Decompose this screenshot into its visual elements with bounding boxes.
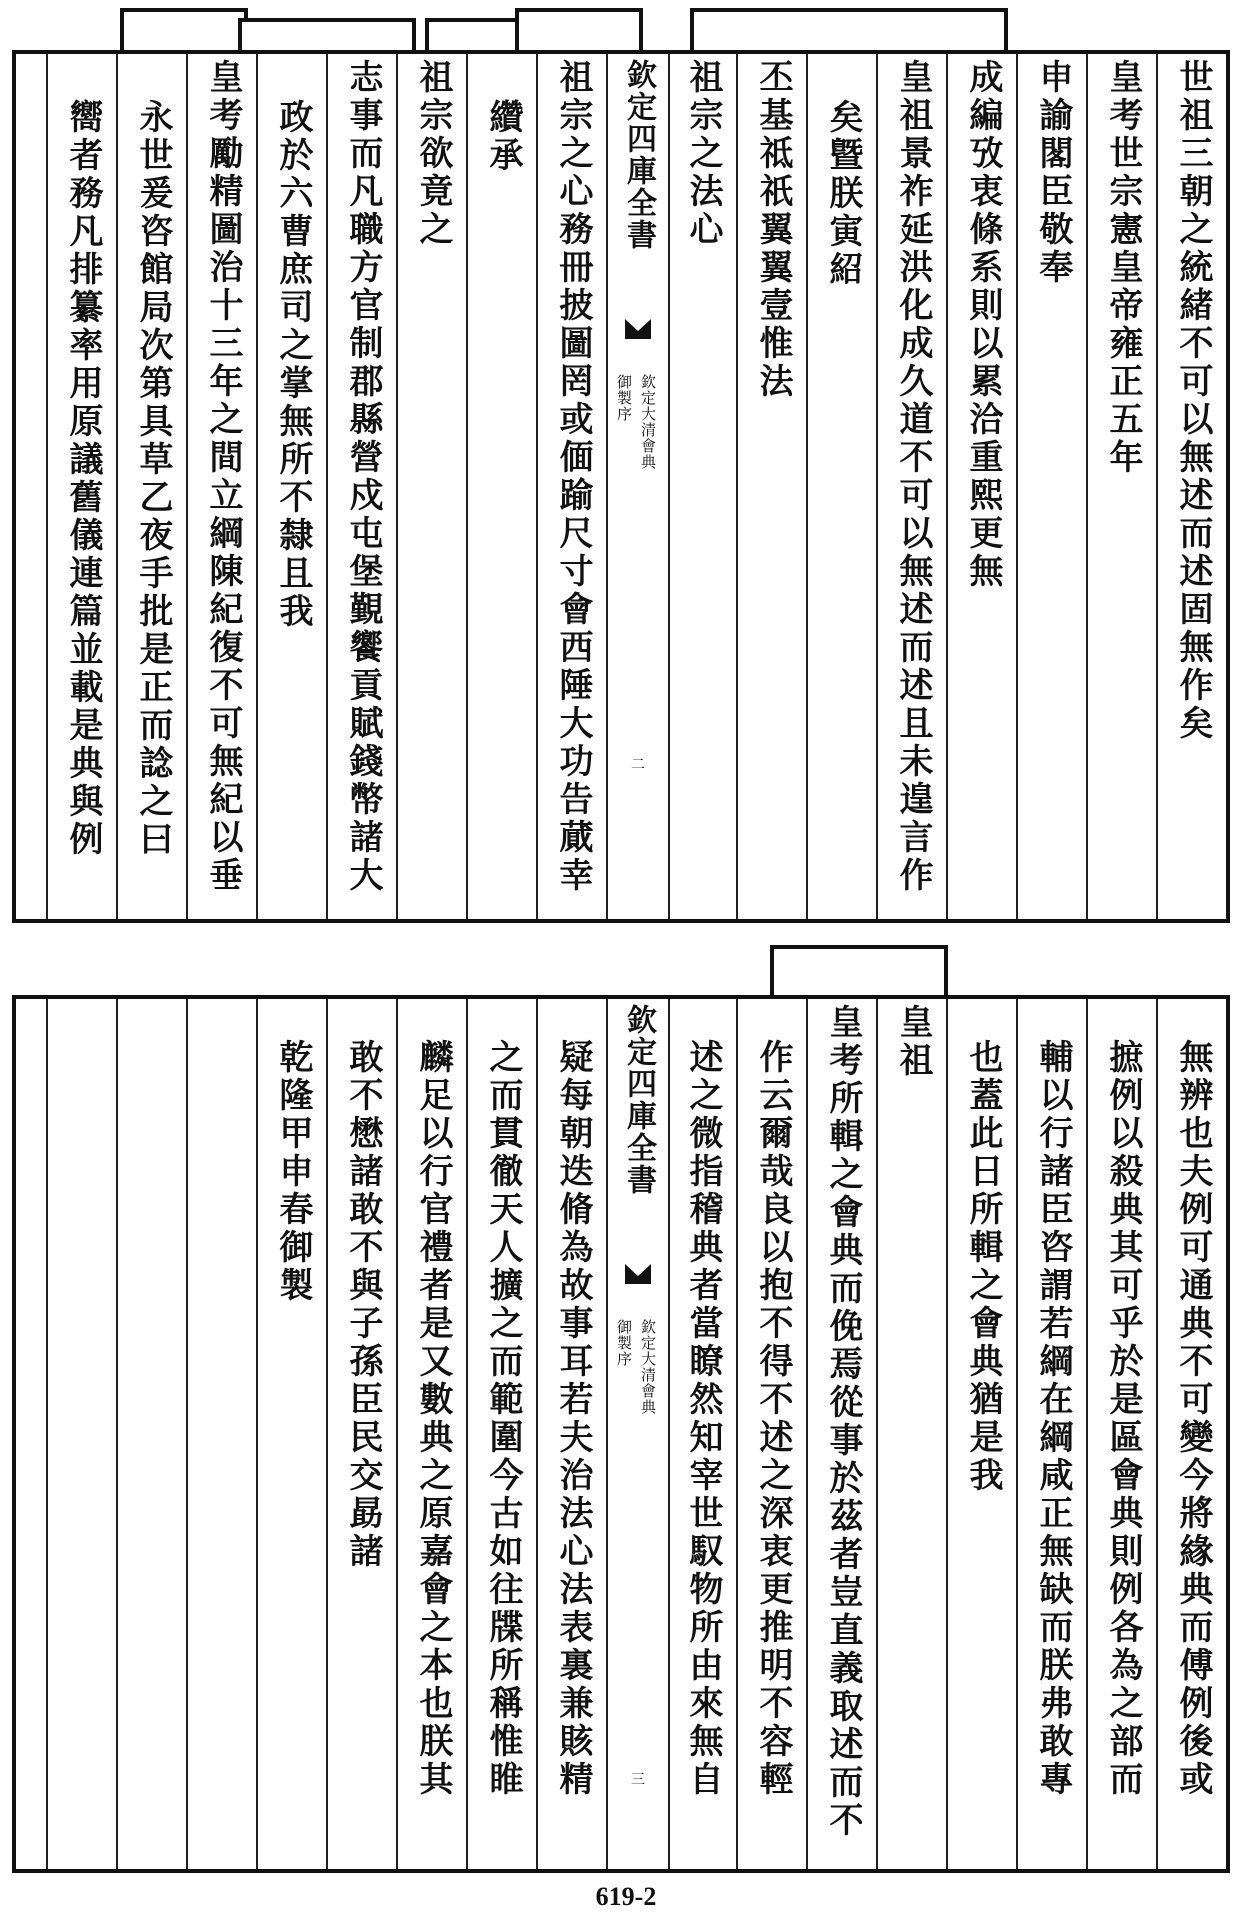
center-subtitle-b: 御製序 xyxy=(615,1319,633,1367)
column-text: 政於六曹庶司之掌無所不隸且我 xyxy=(273,99,313,631)
center-title: 欽定四庫全書 xyxy=(621,59,656,251)
text-column xyxy=(186,54,258,919)
column-text: 祖宗之心務冊披圖罔或偭踰尺寸會西陲大功告蕆幸 xyxy=(553,59,593,895)
column-text: 之而貫徹天人擴之而範圍今古如往牒所稱惟睢 xyxy=(483,1039,523,1799)
center-subtitle: 欽定大清會典 xyxy=(639,374,657,470)
text-column xyxy=(536,54,608,919)
column-text: 皇考所輯之會典而俛焉從事於茲者豈直義取述而不 xyxy=(823,1004,863,1840)
column-text: 摭例以殺典其可乎於是區會典則例各為之部而 xyxy=(1103,1039,1143,1799)
text-column xyxy=(256,54,328,919)
column-text: 矣曁朕寅紹 xyxy=(823,99,863,289)
text-column xyxy=(326,54,398,919)
column-text: 志事而凡職方官制郡縣營戍屯堡覲饗貢賦錢幣諸大 xyxy=(343,59,383,895)
text-column xyxy=(1016,54,1088,919)
center-subtitle: 欽定大清會典 xyxy=(639,1319,657,1415)
text-column xyxy=(736,54,808,919)
column-text: 麟足以行官禮者是又數典之原嘉會之本也朕其 xyxy=(413,1039,453,1799)
text-column xyxy=(186,999,258,1869)
page-bottom xyxy=(0,940,1252,1880)
fish-tail-mark xyxy=(625,319,651,339)
text-column xyxy=(806,999,878,1869)
center-subtitle-b: 御製序 xyxy=(615,374,633,422)
column-text: 輔以行諸臣咨謂若綱在綱咸正無缺而朕弗敢專 xyxy=(1033,1039,1073,1799)
column-text: 嚮者務凡排纂率用原議舊儀連篇並載是典與例 xyxy=(63,99,103,859)
center-strip xyxy=(606,999,670,1869)
page-frame xyxy=(12,50,1230,923)
column-text: 皇考勵精圖治十三年之間立綱陳紀復不可無紀以垂 xyxy=(203,59,243,895)
column-text: 乾隆甲申春御製 xyxy=(273,1039,313,1305)
text-column xyxy=(46,54,118,919)
text-column xyxy=(876,54,948,919)
text-column xyxy=(806,54,878,919)
text-column xyxy=(876,999,948,1869)
fish-tail-mark xyxy=(625,1264,651,1284)
page-frame xyxy=(12,995,1230,1873)
column-text: 也蓋此日所輯之會典猶是我 xyxy=(963,1039,1003,1495)
leaf-number: 二 xyxy=(631,757,645,773)
column-text: 丕基祗祇翼翼壹惟法 xyxy=(753,59,793,401)
column-text: 無辨也夫例可通典不可變今將緣典而傅例後或 xyxy=(1173,1039,1213,1799)
column-text: 世祖三朝之統緒不可以無述而述固無作矣 xyxy=(1173,59,1213,743)
text-column xyxy=(326,999,398,1869)
column-text: 祖宗之法心 xyxy=(683,59,723,249)
column-text: 皇祖 xyxy=(893,1004,933,1080)
text-column xyxy=(116,999,188,1869)
column-text: 纘承 xyxy=(483,99,523,175)
text-column xyxy=(946,999,1018,1869)
text-column xyxy=(1156,54,1228,919)
text-column xyxy=(256,999,328,1869)
column-text: 祖宗欲竟之 xyxy=(413,59,453,249)
text-column xyxy=(1016,999,1088,1869)
column-text: 敢不懋諸敢不與子孫臣民交勗諸 xyxy=(343,1039,383,1571)
text-column xyxy=(396,999,468,1869)
text-column xyxy=(666,54,738,919)
column-text: 申諭閣臣敬奉 xyxy=(1033,59,1073,287)
text-column xyxy=(946,54,1018,919)
text-column xyxy=(1086,999,1158,1869)
center-title: 欽定四庫全書 xyxy=(621,1004,656,1196)
text-column xyxy=(736,999,808,1869)
text-column xyxy=(46,999,118,1869)
text-column xyxy=(1156,999,1228,1869)
column-text: 作云爾哉良以抱不得不述之深衷更推明不容輕 xyxy=(753,1039,793,1799)
text-column xyxy=(116,54,188,919)
column-text: 皇考世宗憲皇帝雍正五年 xyxy=(1103,59,1143,477)
text-column xyxy=(1086,54,1158,919)
center-strip xyxy=(606,54,670,919)
column-text: 成編攷衷條系則以累洽重熙更無 xyxy=(963,59,1003,591)
column-text: 述之微指稽典者當瞭然知宰世馭物所由來無自 xyxy=(683,1039,723,1799)
column-text: 皇祖景祚延洪化成久道不可以無述而述且未遑言作 xyxy=(893,59,933,895)
text-column xyxy=(466,999,538,1869)
page-number: 619-2 xyxy=(595,1882,657,1911)
leaf-number: 三 xyxy=(631,1772,645,1788)
column-text: 永世爰咨館局次第具草乙夜手批是正而諗之曰 xyxy=(133,99,173,859)
page-top xyxy=(0,0,1252,940)
text-column xyxy=(396,54,468,919)
text-column xyxy=(536,999,608,1869)
text-column xyxy=(666,999,738,1869)
text-column xyxy=(466,54,538,919)
column-text: 疑每朝迭脩為故事耳若夫治法心法表裏兼賅精 xyxy=(553,1039,593,1799)
